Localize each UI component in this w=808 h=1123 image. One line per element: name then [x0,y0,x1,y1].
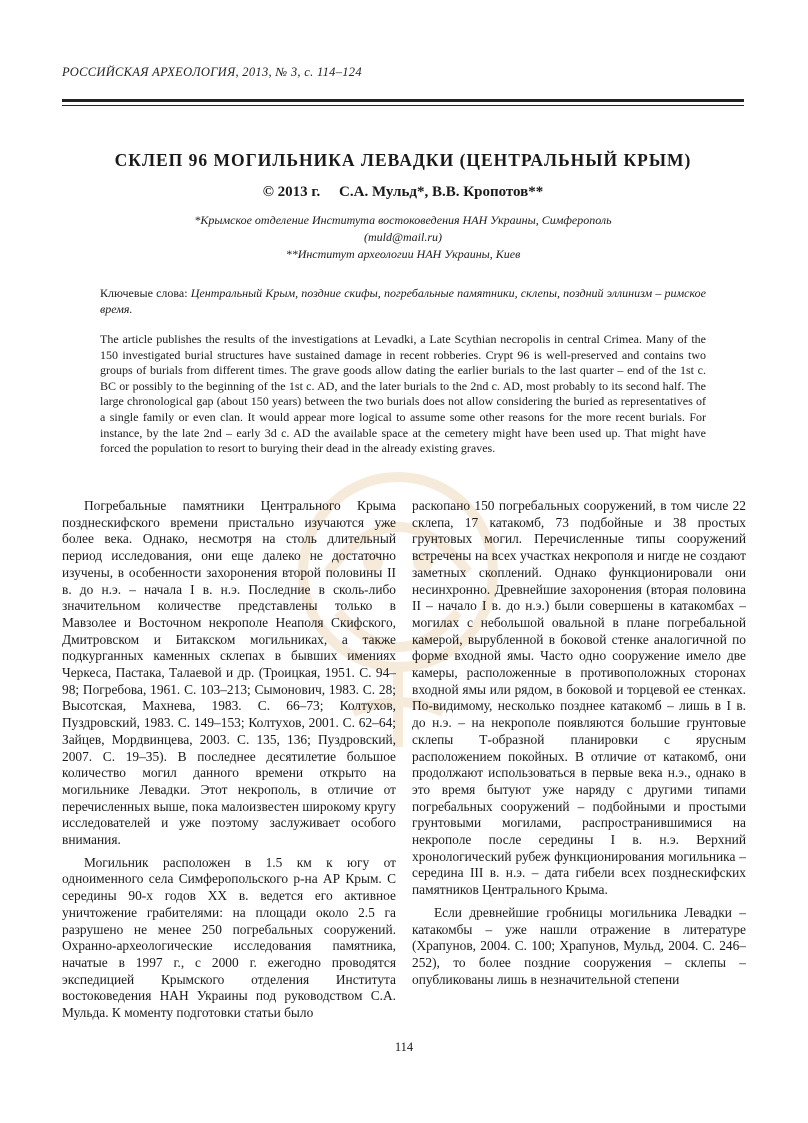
authors-line: © 2013 г. С.А. Мульд*, В.В. Кропотов** [262,184,544,200]
affiliation-email: (muld@mail.ru) [363,230,443,244]
affiliation-2: **Институт археологии НАН Украины, Киев [285,247,521,261]
body-paragraph: Погребальные памятники Центрального Крыма позднескифского времени пристально изучаются уже более века. Однако, несмотря на столь длительный период исследования, они еще далеко не достаточно изучены, в особенности захоронения второй половины II в. до н.э. – начала I в. н.э. Последние в сколь-либо значительном количестве представлены только в Мавзолее и Восточном некрополе Неаполя Скифского, Дмитровском и Битакском могильниках, а также подкурганных каменных склепах в бывших имениях Черкеса, Пастака, Талаевой и др. (Троицкая, 1951. С. 94–98; Погребова, 1961. С. 103–213; Сымонович, 1983. С. 28; Высотская, Махнева, 1983. С. 66–73; Колтухов, Пуздровский, 1983. С. 149–153; Колтухов, 2001. С. 62–64; Зайцев, Мордвинцева, 2003. С. 135, 136; Пуздровский, 2007. С. 19–35). В последнее десятилетие большое количество могил данного времени открыто на могильнике Левадки. Этот некрополь, в отличие от перечисленных выше, пока малоизвестен широкому кругу исследователей и уже поэтому заслуживает особого внимания. [62,498,396,848]
keywords-text: Центральный Крым, поздние скифы, погребальные памятники, склепы, поздний эллинизм – римское время. [100,286,706,316]
page-number: 114 [394,1040,414,1054]
header-rule-thick [62,99,744,102]
affiliation-1: *Крымское отделение Института востоковедения НАН Украины, Симферополь [194,213,612,227]
affiliations [62,212,744,263]
body-column-left [62,498,396,1028]
article-title: СКЛЕП 96 МОГИЛЬНИКА ЛЕВАДКИ (ЦЕНТРАЛЬНЫЙ КРЫМ) [114,150,692,170]
header-rule-thin [62,105,744,106]
abstract-text: The article publishes the results of the investigations at Levadki, a Late Scythian necropolis in central Crimea. Many of the 150 investigated burial structures have sustained damage in recent robberies. Crypt 96 is well-preserved and contains two groups of burials from different times. The grave goods allow dating the earlier burials to the last quarter – end of the 1st c. BC or possibly to the beginning of the 1st c. AD, and the later burials to the 2nd c. AD, most probably to its second half. The large chronological gap (about 150 years) between the two burials does not allow considering the buried as representatives of a single family or even clan. It would appear more logical to assume some other reasons for the more recent burials. For instance, by the late 2nd – early 3d c. AD the available space at the cemetery might have been used up. That might have forced the population to resort to burying their dead in the already existing graves. [100,332,706,456]
body-paragraph: Если древнейшие гробницы могильника Левадки – катакомбы – уже нашли отражение в литературе (Храпунов, 2004. С. 100; Храпунов, Мульд, 2004. С. 246–252), то более поздние сооружения – склепы – опубликованы лишь в незначительной степени [412,904,746,987]
body-paragraph: Могильник расположен в 1.5 км к югу от одноименного села Симферопольского р-на АР Крым. С середины 90-х годов XX в. ведется его активное уничтожение грабителями: на площади около 2.5 га разрушено не менее 250 погребальных сооружений. Охранно-археологические исследования памятника, начатые в 1997 г., с 2000 г. ежегодно проводятся экспедицией Крымского отделения Института востоковедения НАН Украины под руководством С.А. Мульда. К моменту подготовки статьи было [62,854,396,1021]
running-head: РОССИЙСКАЯ АРХЕОЛОГИЯ, 2013, № 3, с. 114–124 [62,65,362,79]
keywords-block [100,285,706,317]
abstract [100,332,706,457]
keywords-label: Ключевые слова: [100,286,188,300]
body-column-right [412,498,746,994]
body-paragraph: раскопано 150 погребальных сооружений, в том числе 22 склепа, 17 катакомб, 73 подбойные и 38 простых грунтовых могил. Перечисленные типы сооружений встречены на всех участках некрополя и нигде не создают заметных скоплений. Однако функционировали они несинхронно. Древнейшие захоронения (вторая половина II – начало I в. до н.э.) были совершены в катакомбах – могилах с небольшой овальной в плане погребальной камерой, вырубленной в боковой стенке аналогичной по форме входной ямы. Часто одно сооружение имело две камеры, расположенные в противоположных сторонах входной ямы или рядом, в боковой и торцевой ее стенках. По-видимому, несколько позднее катакомб – лишь в I в. до н.э. – на некрополе появляются большие грунтовые склепы Т-образной планировки с ярусным расположением покойных. В отличие от катакомб, они продолжают использоваться в первые века н.э., однако в это время бытуют уже наряду с другими типами погребальных сооружений – подбойными и простыми грунтовыми могилами, распространившимися на некрополе после середины I в. н.э. Верхний хронологический рубеж функционирования могильника – середина III в. н.э. – дата гибели всех позднескифских памятников Центрального Крыма. [412,498,746,898]
